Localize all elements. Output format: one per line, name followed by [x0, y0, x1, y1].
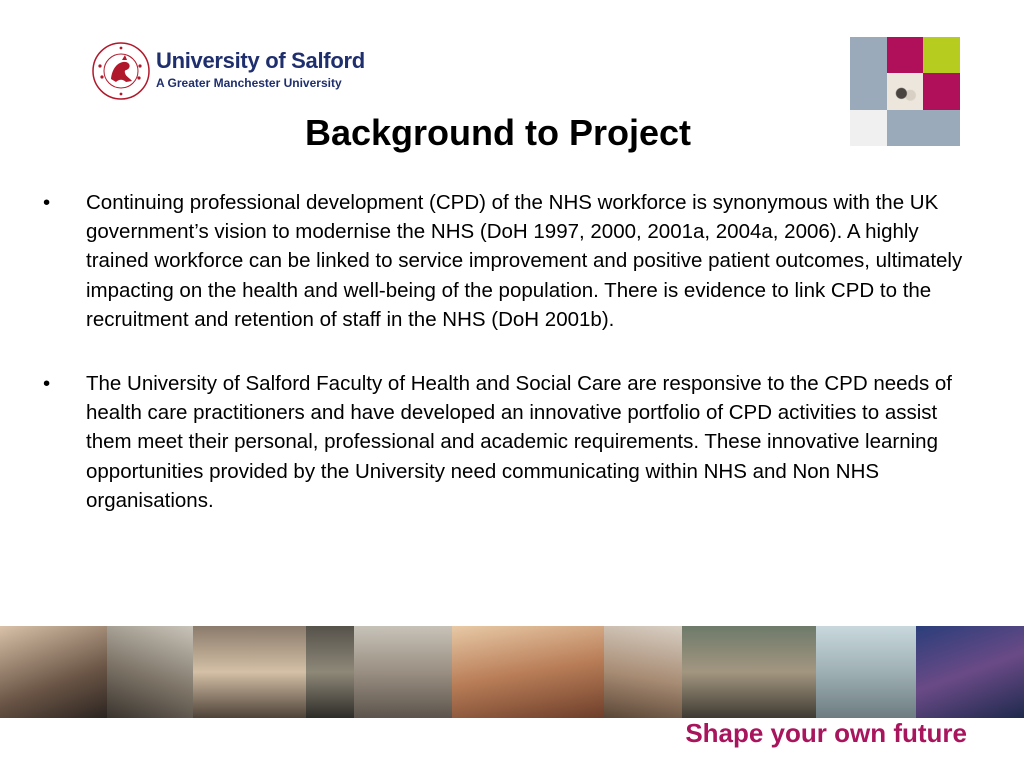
- mosaic-tile: [850, 73, 887, 109]
- logo-subtitle: A Greater Manchester University: [156, 76, 342, 90]
- mosaic-tile: [923, 73, 960, 109]
- bullet-item: [43, 369, 963, 515]
- university-logo: [92, 42, 365, 102]
- bullet-text: The University of Salford Faculty of Health and Social Care are responsive to the CPD needs of health care practitioners and have developed an innovative portfolio of CPD activities to assist them meet their personal, professional and academic requirements. These innovative learning opportunities provided by the University need communicating within NHS and Non NHS organisations.: [86, 372, 952, 512]
- bullet-list: [43, 188, 963, 515]
- photo-panel: [816, 626, 916, 718]
- logo-university-name: University of Salford: [156, 48, 365, 73]
- photo-panel: [107, 626, 193, 718]
- mosaic-tile: [887, 37, 924, 73]
- mosaic-tile: [923, 37, 960, 73]
- photo-panel: [193, 626, 306, 718]
- photo-strip: [0, 626, 1024, 718]
- photo-panel: [306, 626, 354, 718]
- tagline: Shape your own future: [685, 718, 967, 748]
- mosaic-tile: [850, 37, 887, 73]
- bullet-marker: •: [43, 372, 51, 396]
- mosaic-photo-tile: [887, 73, 924, 109]
- bullet-text: Continuing professional development (CPD) of the NHS workforce is synonymous with the UK government’s vision to modernise the NHS (DoH 1997, 2000, 2001a, 2004a, 2006). A highly trained workforce can be linked to service improvement and positive patient outcomes, ultimately impacting on the health and well-being of the population. There is evidence to link CPD to the recruitment and retention of staff in the NHS (DoH 2001b).: [86, 191, 963, 331]
- bullet-item: [43, 188, 963, 334]
- photo-panel: [682, 626, 816, 718]
- photo-panel: [354, 626, 452, 718]
- photo-panel: [916, 626, 1024, 718]
- slide-title: Background to Project: [304, 112, 692, 153]
- photo-panel: [0, 626, 107, 718]
- photo-panel: [604, 626, 682, 718]
- university-seal-icon: [92, 42, 150, 100]
- bullet-marker: •: [43, 191, 51, 214]
- photo-panel: [452, 626, 604, 718]
